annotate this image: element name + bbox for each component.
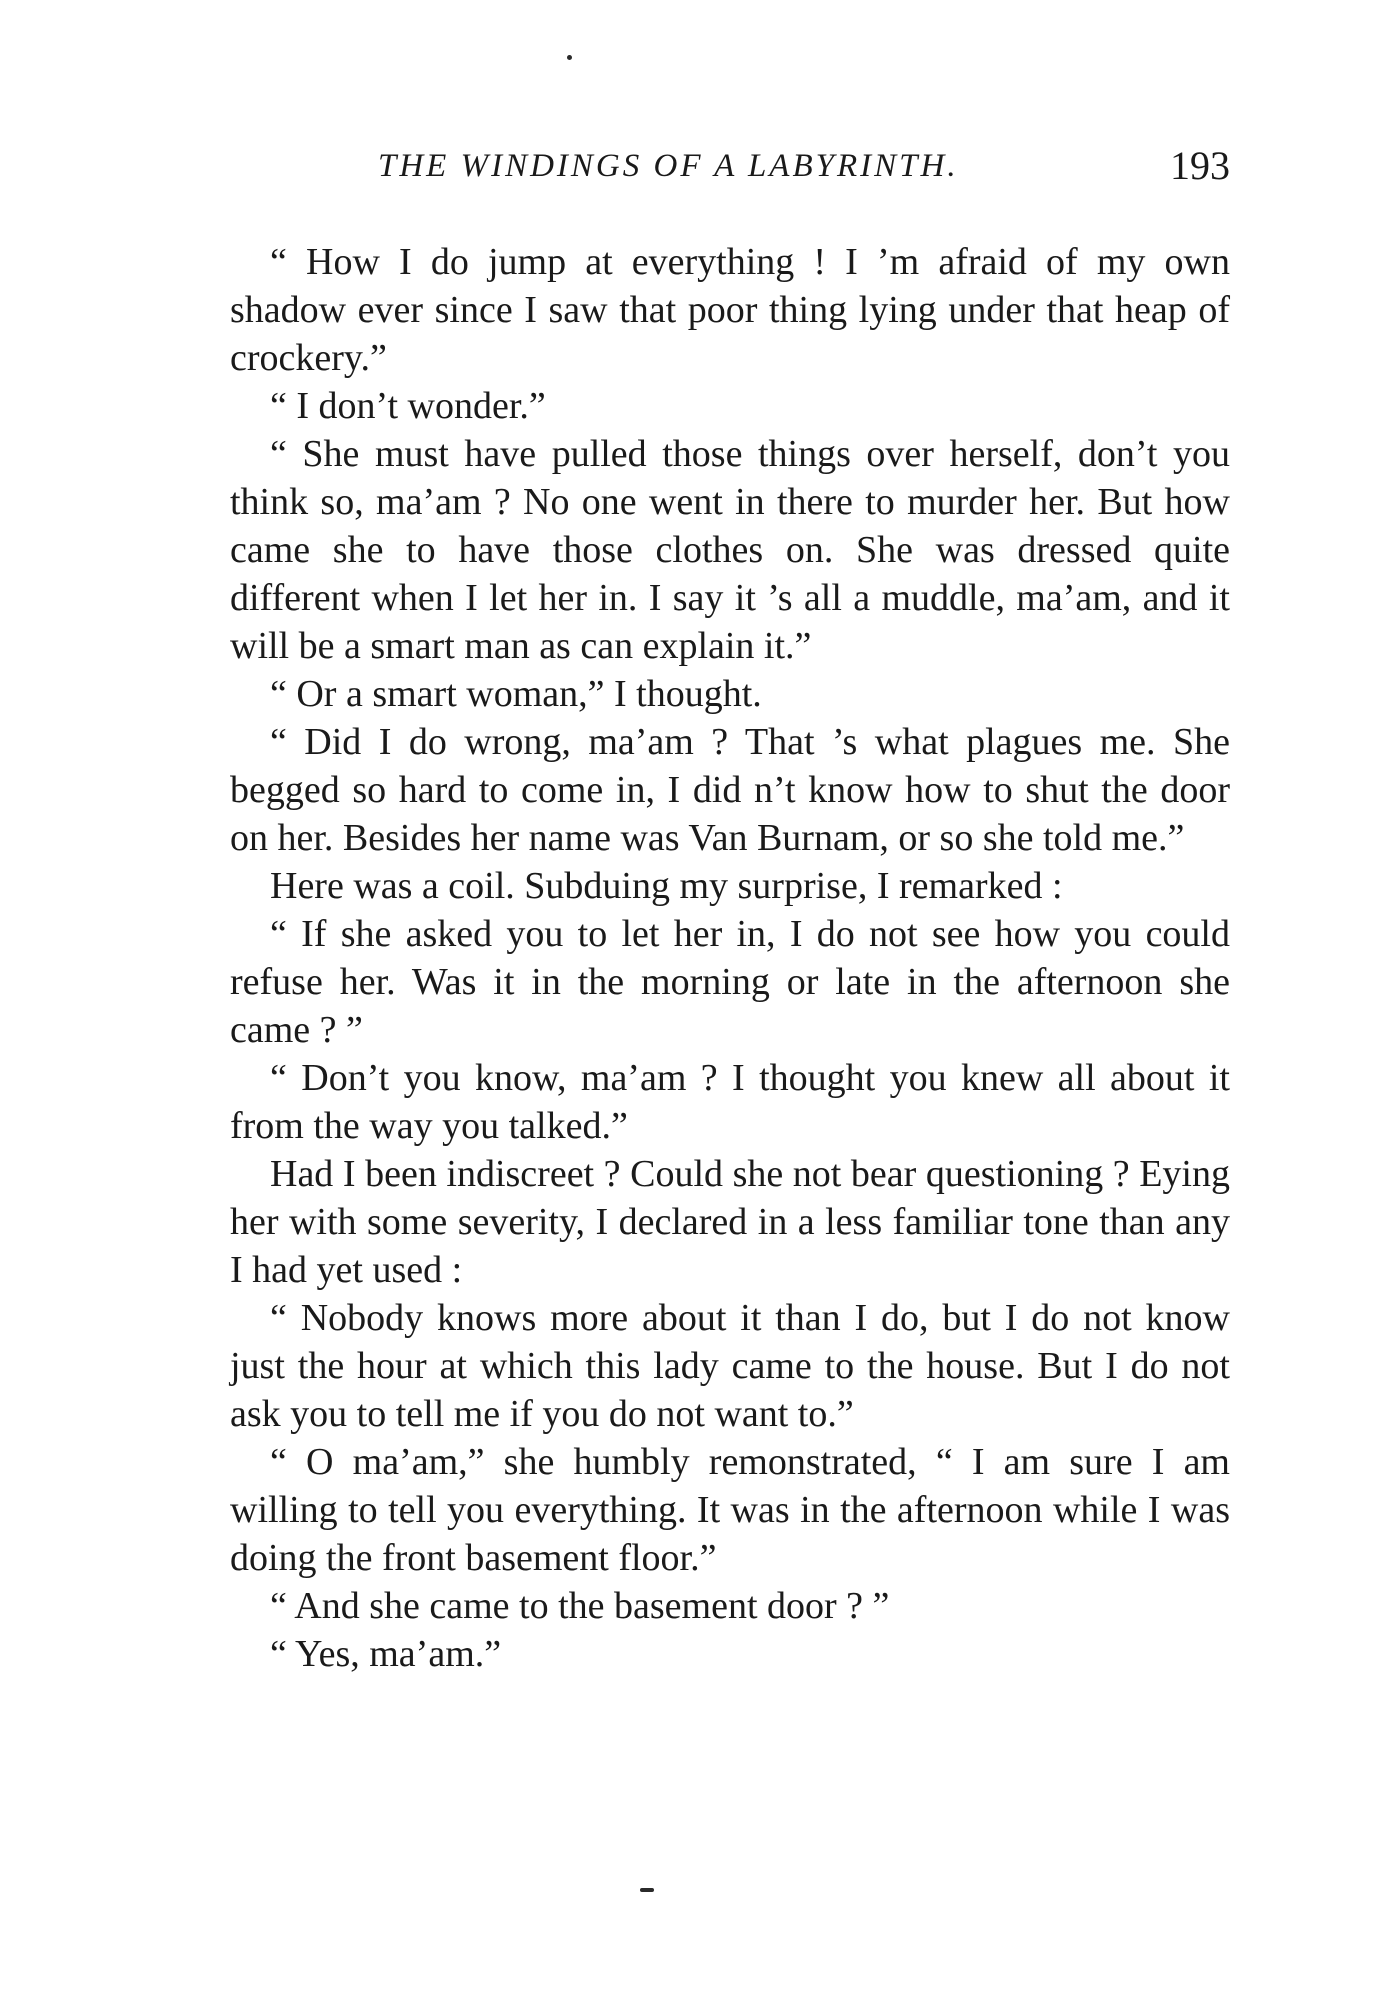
paragraph-5: “ Did I do wrong, ma’am ? That ’s what plagues me. She begged so hard to come in, I did n’t know how to shut the door on her. Besides her name was Van Burnam, or so she told me.” [230,721,1230,859]
ink-mark-bottom [640,1888,654,1892]
paragraph-6: Here was a coil. Subduing my surprise, I remarked : [270,865,1063,907]
paragraph-11: “ O ma’am,” she humbly remonstrated, “ I am sure I am willing to tell you everything. It was in the afternoon while I was doing the front basement floor.” [230,1441,1230,1579]
paragraph-2: “ I don’t wonder.” [270,385,546,427]
paragraph-7: “ If she asked you to let her in, I do not see how you could refuse her. Was it in the morning or late in the afternoon she came ? ” [230,913,1230,1051]
paragraph-8: “ Don’t you know, ma’am ? I thought you knew all about it from the way you talked.” [230,1057,1230,1147]
paragraph-9: Had I been indiscreet ? Could she not bear questioning ? Eying her with some severity, I declared in a less familiar tone than any I had yet used : [230,1153,1230,1291]
paragraph-4: “ Or a smart woman,” I thought. [270,673,762,715]
running-title: THE WINDINGS OF A LABYRINTH. [378,148,959,184]
paragraph-1: “ How I do jump at everything ! I ’m afraid of my own shadow ever since I saw that poor thing lying under that heap of crockery.” [230,241,1230,379]
ink-speck-top [567,55,572,60]
paragraph-10: “ Nobody knows more about it than I do, but I do not know just the hour at which this lady came to the house. But I do not ask you to tell me if you do not want to.” [230,1297,1230,1435]
page-header [230,143,1230,198]
paragraph-13: “ Yes, ma’am.” [270,1633,502,1675]
page-number: 193 [1170,143,1230,188]
body-text [230,238,1230,1678]
paragraph-3: “ She must have pulled those things over herself, don’t you think so, ma’am ? No one went in there to murder her. But how came she to have those clothes on. She was dressed quite different when I let her in. I say it ’s all a muddle, ma’am, and it will be a smart man as can explain it.” [230,433,1230,667]
paragraph-12: “ And she came to the basement door ? ” [270,1585,890,1627]
